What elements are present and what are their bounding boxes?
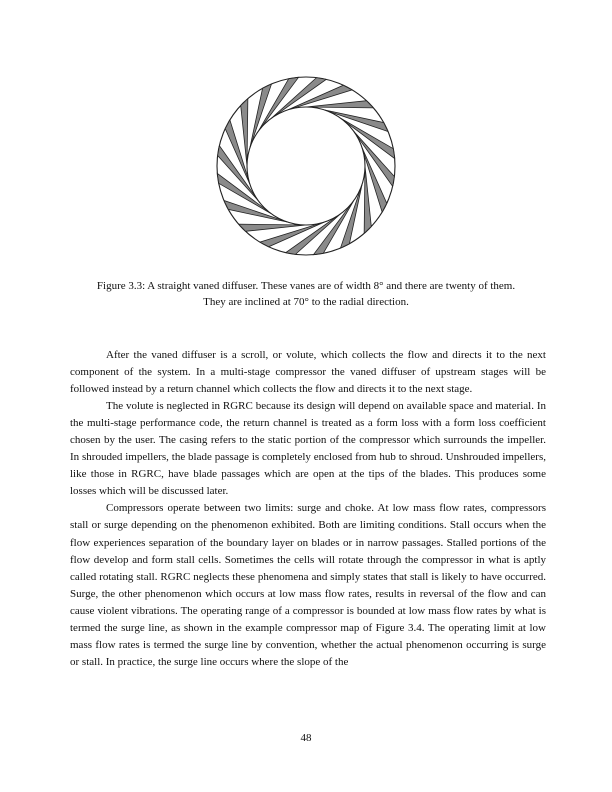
diffuser-inner-circle: [247, 107, 365, 225]
paragraph-volute: After the vaned diffuser is a scroll, or volute, which collects the flow and directs it to the next component of the system. In a multi-stage compressor the vaned diffuser of upstream stages will be followed instead by a return channel which collects the flow and directs it to the next stage.: [70, 349, 546, 396]
page-number: 48: [300, 732, 312, 744]
caption-line-1: Figure 3.3: A straight vaned diffuser. These vanes are of width 8° and there are twenty of them.: [96, 280, 516, 292]
figure-caption: [60, 278, 552, 310]
paragraph-casing: The volute is neglected in RGRC because its design will depend on available space and material. In the multi-stage performance code, the return channel is treated as a form loss with a form loss coefficient chosen by the user. The casing refers to the static portion of the compressor which surrounds the impeller. In shrouded impellers, the blade passage is completely enclosed from hub to shroud. Unshrouded impellers, like those in RGRC, have blade passages which are open at the tips of the blades. This produces some losses which will be discussed later.: [70, 400, 546, 498]
caption-line-2: They are inclined at 70° to the radial direction.: [203, 296, 409, 308]
paragraph-surge-choke: Compressors operate between two limits: surge and choke. At low mass flow rates, compressors stall or surge depending on the phenomenon exhibited. Both are limiting conditions. Stall occurs when the flow experiences separation of the boundary layer on blades or in narrow passages. Stalled portions of the flow develop and form stall cells. Sometimes the cells will rotate through the compressor in what is aptly called rotating stall. RGRC neglects these phenomena and simply states that stall is likely to have occurred. Surge, the other phenomenon which occurs at low mass flow rates, results in reversal of the flow and can cause violent vibrations. The operating range of a compressor is bounded at low mass flow rates by what is termed the surge line, as shown in the example compressor map of Figure 3.4. The operating limit at low mass flow rates is termed the surge line by convention, whether the actual phenomenon occurring is surge or stall. In practice, the surge line occurs where the slope of the: [70, 502, 546, 668]
vaned-diffuser-figure: [215, 75, 397, 257]
body-text: [70, 347, 546, 671]
